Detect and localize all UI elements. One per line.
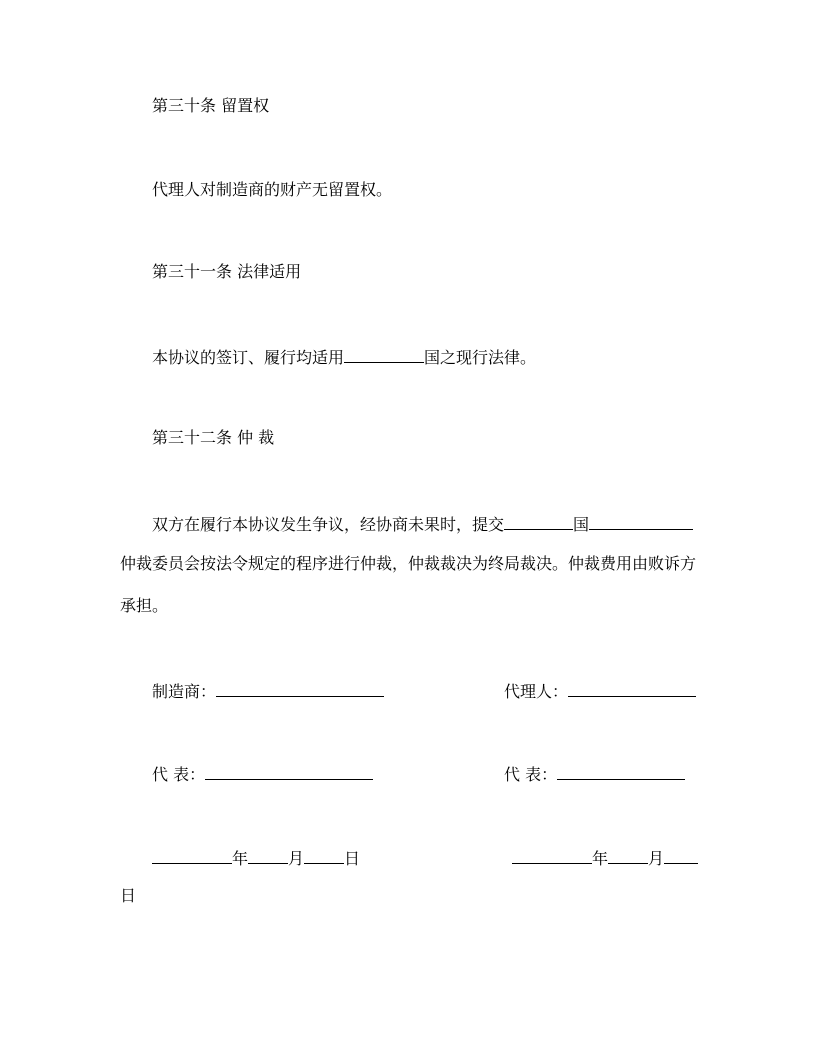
manufacturer-day-blank xyxy=(304,846,344,864)
article-31-body-before: 本协议的签订、履行均适用 xyxy=(152,348,345,367)
manufacturer-label: 制造商： xyxy=(152,682,217,701)
agent-year-blank xyxy=(512,846,592,864)
manufacturer-day-label: 日 xyxy=(344,849,361,868)
arbitration-body-blank xyxy=(589,512,693,530)
article-32-line-1 xyxy=(152,512,693,532)
agent-label: 代理人： xyxy=(504,682,569,701)
country-blank xyxy=(344,345,424,363)
agent-day-blank xyxy=(664,846,698,864)
manufacturer-month-blank xyxy=(248,846,288,864)
article-31-body xyxy=(152,345,536,365)
agent-month-blank xyxy=(608,846,648,864)
manufacturer-blank xyxy=(216,679,384,697)
agent-month-label: 月 xyxy=(648,849,665,868)
manufacturer-month-label: 月 xyxy=(288,849,305,868)
article-32-heading: 第三十二条 仲 裁 xyxy=(152,428,275,447)
article-32-line-3: 承担。 xyxy=(120,596,169,615)
article-32-line-1-b: 国 xyxy=(573,515,590,534)
agent-year-label: 年 xyxy=(592,849,609,868)
agent-rep-blank xyxy=(557,762,685,780)
rep-label-right: 代 表： xyxy=(504,765,558,784)
arbitration-country-blank xyxy=(504,512,573,530)
rep-label-left: 代 表： xyxy=(152,765,206,784)
manufacturer-date-line xyxy=(152,846,360,866)
agent-date-line xyxy=(512,846,698,866)
article-31-body-after: 国之现行法律。 xyxy=(424,348,537,367)
manufacturer-rep-blank xyxy=(205,762,373,780)
article-30-body: 代理人对制造商的财产无留置权。 xyxy=(152,180,393,199)
manufacturer-rep-line xyxy=(152,762,373,782)
manufacturer-signature-line xyxy=(152,679,384,699)
manufacturer-year-label: 年 xyxy=(232,849,249,868)
agent-signature-line xyxy=(504,679,696,699)
article-32-line-1-a: 双方在履行本协议发生争议，经协商未果时，提交 xyxy=(152,515,505,534)
article-30-heading: 第三十条 留置权 xyxy=(152,96,270,115)
agent-rep-line xyxy=(504,762,685,782)
agent-blank xyxy=(568,679,696,697)
manufacturer-year-blank xyxy=(152,846,232,864)
article-32-line-2: 仲裁委员会按法令规定的程序进行仲裁，仲裁裁决为终局裁决。仲裁费用由败诉方 xyxy=(120,554,697,573)
agent-day-label: 日 xyxy=(120,886,137,905)
article-31-heading: 第三十一条 法律适用 xyxy=(152,262,302,281)
